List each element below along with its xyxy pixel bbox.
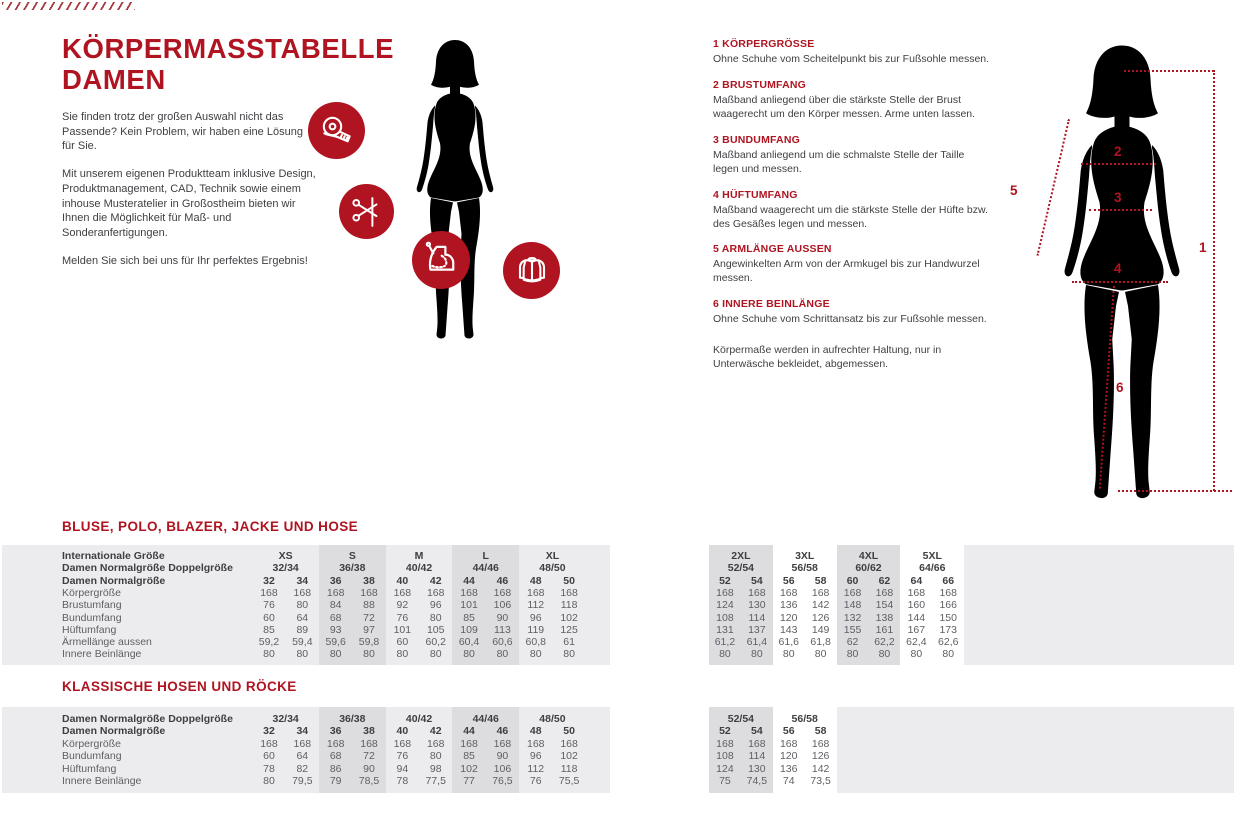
- table-value: 92: [396, 599, 409, 612]
- table-value: 143: [779, 623, 798, 636]
- size-label: 64: [910, 574, 923, 587]
- size-label: 56: [782, 574, 795, 587]
- table-value: 168: [560, 737, 578, 750]
- size-group-label: XS: [278, 550, 293, 562]
- page-title-line2: DAMEN: [62, 63, 166, 95]
- table-value: 59,2: [258, 636, 280, 649]
- table-value: 96: [529, 750, 542, 763]
- row-label: Brustumfang: [62, 599, 122, 612]
- instruction-text: Maßband waagerecht um die stärkste Stelle der Hüfte bzw. des Gesäßes legen und messen.: [713, 203, 988, 230]
- size-group-label: 56/58: [791, 713, 818, 725]
- page-title-line1: KÖRPERMASSTABELLE: [62, 33, 395, 64]
- table-value: 80: [846, 648, 859, 661]
- table-value: 168: [939, 586, 957, 599]
- instruction-item: [713, 134, 991, 177]
- row-label: Hüftumfang: [62, 762, 117, 775]
- size-label: 48: [529, 725, 542, 738]
- row-label: Körpergröße: [62, 737, 121, 750]
- size-label: 44: [463, 574, 475, 587]
- table-value: 124: [716, 762, 734, 775]
- size-group-label: 32/34: [272, 562, 299, 575]
- table-value: 60,8: [525, 636, 546, 649]
- size-label: 36: [329, 574, 342, 587]
- table-value: 168: [527, 586, 545, 599]
- size-label: 40: [396, 574, 409, 587]
- row-label: Innere Beinlänge: [62, 648, 142, 661]
- table-value: 62: [846, 636, 859, 649]
- size-group-label: 64/66: [919, 562, 946, 575]
- table-value: 168: [293, 586, 312, 599]
- size-group-label: XL: [545, 550, 560, 562]
- table-value: 168: [560, 586, 578, 599]
- instruction-heading: 3 BUNDUMFANG: [713, 133, 800, 146]
- row-label: Hüftumfang: [62, 623, 117, 636]
- row-label: Damen Normalgröße: [62, 574, 166, 587]
- size-label: 42: [429, 574, 442, 587]
- table-value: 168: [811, 586, 830, 599]
- woman-silhouette-center: [405, 37, 505, 345]
- size-group-label: 60/62: [855, 562, 882, 575]
- table-value: 80: [782, 648, 795, 661]
- table-value: 168: [779, 737, 798, 750]
- table-value: 130: [748, 762, 766, 775]
- table-value: 168: [748, 586, 766, 599]
- table-value: 137: [748, 623, 766, 636]
- size-label: 38: [363, 574, 375, 587]
- instruction-note: Körpermaße werden in aufrechter Haltung, nur in Unterwäsche bekleidet, abgemessen.: [713, 344, 942, 371]
- table-value: 80: [719, 648, 731, 661]
- table-value: 168: [493, 586, 512, 599]
- table-value: 126: [811, 611, 830, 624]
- size-group-label: 32/34: [272, 713, 299, 725]
- size-group-label: 44/46: [472, 562, 499, 575]
- instruction-text: Maßband anliegend über die stärkste Stelle der Brust waagerecht um den Körper messen. Arme unten lassen.: [713, 93, 976, 120]
- table-value: 80: [429, 648, 442, 661]
- size-group-label: L: [482, 550, 489, 562]
- measure-number-4: 4: [1114, 261, 1122, 276]
- size-label: 62: [878, 574, 891, 587]
- size-label: 36: [329, 725, 342, 738]
- size-label: 56: [782, 725, 795, 738]
- table-value: 168: [460, 737, 478, 750]
- table-value: 61,4: [746, 636, 768, 649]
- table-value: 125: [560, 623, 578, 636]
- instruction-item: [713, 243, 991, 286]
- measure-number-5: 5: [1010, 183, 1018, 198]
- size-label: 42: [429, 725, 442, 738]
- measure-number-3: 3: [1114, 190, 1122, 205]
- table-value: 149: [811, 623, 830, 636]
- table-value: 150: [939, 611, 957, 624]
- table-value: 80: [529, 648, 542, 661]
- measure-line-3: [1089, 209, 1152, 211]
- table-value: 61,2: [714, 636, 736, 649]
- row-label: Bundumfang: [62, 750, 122, 763]
- table-value: 76,5: [492, 775, 513, 787]
- table-value: 113: [494, 623, 511, 636]
- table-value: 168: [326, 586, 345, 599]
- size-label: 40: [396, 725, 409, 738]
- table-value: 142: [811, 762, 830, 775]
- table-value: 80: [363, 648, 375, 661]
- table-value: 82: [296, 762, 309, 775]
- table-2-heading: KLASSISCHE HOSEN UND RÖCKE: [62, 679, 297, 694]
- table-value: 168: [779, 586, 798, 599]
- tape-measure-icon: [308, 102, 365, 159]
- table-value: 144: [907, 611, 926, 624]
- size-label: 60: [846, 574, 859, 587]
- table-value: 154: [875, 599, 894, 612]
- table-value: 68: [329, 611, 342, 624]
- table-value: 80: [463, 648, 475, 661]
- table-value: 106: [493, 599, 512, 612]
- size-group-label: 36/38: [339, 562, 366, 575]
- instruction-text: Ohne Schuhe vom Schrittansatz bis zur Fußsohle messen.: [713, 313, 987, 326]
- table-value: 80: [296, 648, 309, 661]
- table-value: 136: [779, 762, 798, 775]
- row-label: Damen Normalgröße Doppelgröße: [62, 713, 233, 725]
- table-value: 96: [529, 611, 542, 624]
- table-value: 94: [396, 762, 409, 775]
- table-value: 101: [460, 599, 478, 612]
- table-band: [837, 707, 1234, 793]
- table-value: 86: [329, 762, 342, 775]
- table-value: 114: [748, 750, 766, 763]
- table-value: 138: [875, 611, 894, 624]
- size-label: 34: [296, 725, 309, 738]
- page-title: [62, 34, 394, 96]
- table-value: 124: [716, 599, 734, 612]
- table-value: 120: [779, 750, 798, 763]
- table-value: 80: [329, 648, 342, 661]
- table-value: 148: [843, 599, 862, 612]
- table-value: 60: [396, 636, 409, 649]
- table-value: 98: [429, 762, 442, 775]
- table-value: 88: [363, 599, 375, 612]
- table-value: 76: [529, 775, 542, 787]
- woman-silhouette-diagram: [1047, 41, 1197, 508]
- size-label: 58: [814, 725, 827, 738]
- table-value: 161: [875, 623, 894, 636]
- table-value: 114: [748, 611, 766, 624]
- table-value: 112: [527, 599, 545, 612]
- table-value: 118: [560, 762, 578, 775]
- instruction-text: Ohne Schuhe vom Scheitelpunkt bis zur Fußsohle messen.: [713, 52, 990, 65]
- table-value: 90: [496, 611, 509, 624]
- table-value: 85: [463, 611, 475, 624]
- table-value: 74: [782, 775, 795, 787]
- table-value: 168: [426, 586, 445, 599]
- row-label: Damen Normalgröße: [62, 725, 166, 738]
- table-value: 75: [719, 775, 731, 787]
- intro-paragraph: Melden Sie sich bei uns für Ihr perfektes Ergebnis!: [62, 254, 308, 267]
- size-group-label: 40/42: [405, 713, 433, 725]
- table-value: 102: [460, 762, 478, 775]
- table-value: 173: [939, 623, 957, 636]
- size-label: 48: [529, 574, 542, 587]
- table-value: 85: [463, 750, 475, 763]
- size-label: 54: [750, 725, 763, 738]
- table-value: 168: [843, 586, 862, 599]
- size-label: 52: [719, 574, 731, 587]
- table-value: 101: [393, 623, 412, 636]
- measure-number-6: 6: [1116, 380, 1124, 395]
- table-value: 142: [811, 599, 830, 612]
- row-label: Ärmellänge aussen: [62, 636, 152, 649]
- table-value: 80: [296, 599, 309, 612]
- size-group-label: 44/46: [472, 713, 499, 725]
- table-value: 168: [748, 737, 766, 750]
- table-value: 90: [363, 762, 375, 775]
- table-value: 78,5: [358, 775, 380, 787]
- table-value: 72: [363, 611, 375, 624]
- scissors-icon: [339, 184, 394, 239]
- table-value: 119: [527, 623, 545, 636]
- row-label: Körpergröße: [62, 586, 121, 599]
- table-value: 75,5: [558, 775, 580, 787]
- size-label: 34: [296, 574, 309, 587]
- table-value: 168: [493, 737, 512, 750]
- table-value: 80: [263, 648, 275, 661]
- size-label: 44: [463, 725, 475, 738]
- table-value: 80: [429, 750, 442, 763]
- table-value: 64: [296, 611, 309, 624]
- table-value: 79: [329, 775, 342, 787]
- table-value: 74,5: [746, 775, 768, 787]
- table-value: 168: [527, 737, 545, 750]
- measure-line-1-bottom: [1118, 490, 1232, 492]
- table-value: 168: [716, 586, 734, 599]
- table-value: 166: [939, 599, 957, 612]
- table-value: 76: [263, 599, 275, 612]
- table-value: 60: [263, 611, 275, 624]
- intro-paragraph: Sie finden trotz der großen Auswahl nicht das Passende? Kein Problem, wir haben eine Lösung für Sie.: [62, 111, 303, 153]
- size-label: 52: [719, 725, 731, 738]
- table-band: [964, 545, 1234, 665]
- table-value: 68: [329, 750, 342, 763]
- instruction-item: [713, 298, 991, 327]
- hatch-decoration: [2, 2, 135, 10]
- table-value: 61,6: [778, 636, 799, 649]
- table-value: 79,5: [292, 775, 313, 787]
- row-label: Bundumfang: [62, 611, 122, 624]
- size-label: 50: [563, 725, 575, 738]
- size-label: 46: [496, 725, 509, 738]
- size-label: 50: [563, 574, 575, 587]
- size-group-label: 3XL: [795, 550, 815, 562]
- table-value: 59,8: [358, 636, 380, 649]
- row-label: Internationale Größe: [62, 550, 165, 562]
- table-value: 106: [493, 762, 512, 775]
- intro-text: [62, 110, 316, 282]
- size-group-label: 52/54: [727, 562, 755, 575]
- table-value: 59,6: [325, 636, 346, 649]
- size-group-label: 36/38: [339, 713, 366, 725]
- size-group-label: 48/50: [539, 562, 566, 575]
- table-value: 105: [426, 623, 445, 636]
- size-label: 32: [263, 725, 275, 738]
- table-value: 84: [329, 599, 342, 612]
- table-value: 80: [396, 648, 409, 661]
- size-group-label: 2XL: [731, 550, 751, 562]
- measure-line-2: [1081, 163, 1156, 165]
- table-value: 168: [716, 737, 734, 750]
- table-value: 64: [296, 750, 309, 763]
- instruction-heading: 6 INNERE BEINLÄNGE: [713, 298, 830, 311]
- measure-line-1-top: [1124, 70, 1214, 72]
- table-value: 168: [426, 737, 445, 750]
- size-group-label: 40/42: [405, 562, 433, 575]
- measure-number-2: 2: [1114, 144, 1122, 159]
- table-value: 62,2: [874, 636, 895, 649]
- size-label: 54: [750, 574, 763, 587]
- table-value: 80: [429, 611, 442, 624]
- size-label: 32: [263, 574, 275, 587]
- table-value: 60,4: [458, 636, 480, 649]
- table-value: 136: [779, 599, 798, 612]
- table-value: 72: [363, 750, 375, 763]
- table-value: 112: [527, 762, 545, 775]
- jacket-icon: [503, 242, 560, 299]
- table-value: 132: [843, 611, 862, 624]
- table-value: 160: [907, 599, 926, 612]
- row-label: Innere Beinlänge: [62, 775, 142, 787]
- table-value: 60,2: [425, 636, 446, 649]
- table-value: 61,8: [810, 636, 831, 649]
- table-value: 155: [843, 623, 862, 636]
- table-value: 168: [326, 737, 345, 750]
- size-label: 58: [814, 574, 827, 587]
- size-group-label: 52/54: [727, 713, 755, 725]
- table-value: 168: [393, 737, 412, 750]
- row-label: Damen Normalgröße Doppelgröße: [62, 562, 233, 575]
- table-value: 168: [811, 737, 830, 750]
- size-label: 66: [942, 574, 955, 587]
- table-value: 80: [496, 648, 509, 661]
- table-value: 62,4: [906, 636, 927, 649]
- table-value: 80: [878, 648, 891, 661]
- table-value: 120: [779, 611, 798, 624]
- size-group-label: 56/58: [791, 562, 818, 575]
- size-label: 46: [496, 574, 509, 587]
- size-group-label: 4XL: [858, 550, 879, 562]
- table-value: 118: [560, 599, 578, 612]
- table-value: 168: [360, 586, 378, 599]
- instruction-heading: 4 HÜFTUMFANG: [713, 188, 798, 201]
- measure-number-1: 1: [1199, 240, 1207, 255]
- instruction-heading: 1 KÖRPERGRÖSSE: [713, 38, 815, 50]
- table-value: 80: [942, 648, 955, 661]
- table-value: 168: [260, 586, 278, 599]
- table-value: 80: [750, 648, 763, 661]
- table-value: 97: [363, 623, 375, 636]
- table-value: 76: [396, 750, 409, 763]
- table-value: 89: [296, 623, 309, 636]
- table-value: 62,6: [938, 636, 959, 649]
- table-value: 109: [460, 623, 478, 636]
- measurement-instructions: [713, 38, 991, 372]
- size-group-label: 48/50: [539, 713, 566, 725]
- table-value: 168: [260, 737, 278, 750]
- table-value: 85: [263, 623, 275, 636]
- table-value: 168: [360, 737, 378, 750]
- table-value: 78: [396, 775, 409, 787]
- instruction-text: Angewinkelten Arm von der Armkugel bis zur Handwurzel messen.: [713, 258, 980, 285]
- size-group-label: 5XL: [922, 550, 942, 562]
- table-1-heading: BLUSE, POLO, BLAZER, JACKE UND HOSE: [62, 519, 359, 534]
- table-value: 59,4: [292, 636, 313, 649]
- size-label: 38: [363, 725, 375, 738]
- table-value: 102: [560, 611, 578, 624]
- table-value: 167: [907, 623, 926, 636]
- table-value: 90: [496, 750, 509, 763]
- instruction-item: [713, 38, 991, 67]
- table-value: 77: [463, 775, 475, 787]
- measure-line-4: [1072, 281, 1168, 283]
- intro-paragraph: Mit unserem eigenen Produktteam inklusive Design, Produktmanagement, CAD, Technik sowie einem inhouse Musteratelier in Großostheim bieten wir Ihnen die Möglichkeit für Maß- und Sonderanfertigungen.: [62, 168, 316, 240]
- table-value: 80: [563, 648, 575, 661]
- table-value: 168: [875, 586, 894, 599]
- instruction-item: [713, 79, 991, 122]
- table-value: 168: [293, 737, 312, 750]
- table-value: 168: [907, 586, 926, 599]
- table-value: 168: [460, 586, 478, 599]
- table-value: 78: [263, 762, 275, 775]
- table-value: 108: [716, 611, 734, 624]
- table-value: 80: [814, 648, 827, 661]
- table-value: 108: [716, 750, 734, 763]
- size-group-label: M: [414, 550, 424, 562]
- table-value: 96: [429, 599, 442, 612]
- table-value: 76: [396, 611, 409, 624]
- instruction-text: Maßband anliegend um die schmalste Stelle der Taille legen und messen.: [713, 148, 965, 175]
- table-value: 168: [393, 586, 412, 599]
- table-value: 102: [560, 750, 578, 763]
- table-value: 130: [748, 599, 766, 612]
- table-value: 73,5: [810, 775, 831, 787]
- measure-line-1: [1213, 70, 1215, 491]
- table-value: 126: [811, 750, 830, 763]
- table-value: 60,6: [492, 636, 513, 649]
- table-value: 60: [263, 750, 275, 763]
- size-group-label: S: [348, 550, 356, 562]
- table-value: 80: [910, 648, 923, 661]
- table-value: 61: [563, 636, 575, 649]
- instruction-heading: 5 ARMLÄNGE AUSSEN: [713, 243, 832, 256]
- sewing-pattern-icon: [412, 231, 470, 289]
- table-value: 93: [329, 623, 342, 636]
- table-value: 131: [716, 623, 734, 636]
- table-value: 77,5: [425, 775, 446, 787]
- instruction-heading: 2 BRUSTUMFANG: [713, 78, 807, 91]
- table-value: 80: [263, 775, 275, 787]
- instruction-item: [713, 189, 991, 232]
